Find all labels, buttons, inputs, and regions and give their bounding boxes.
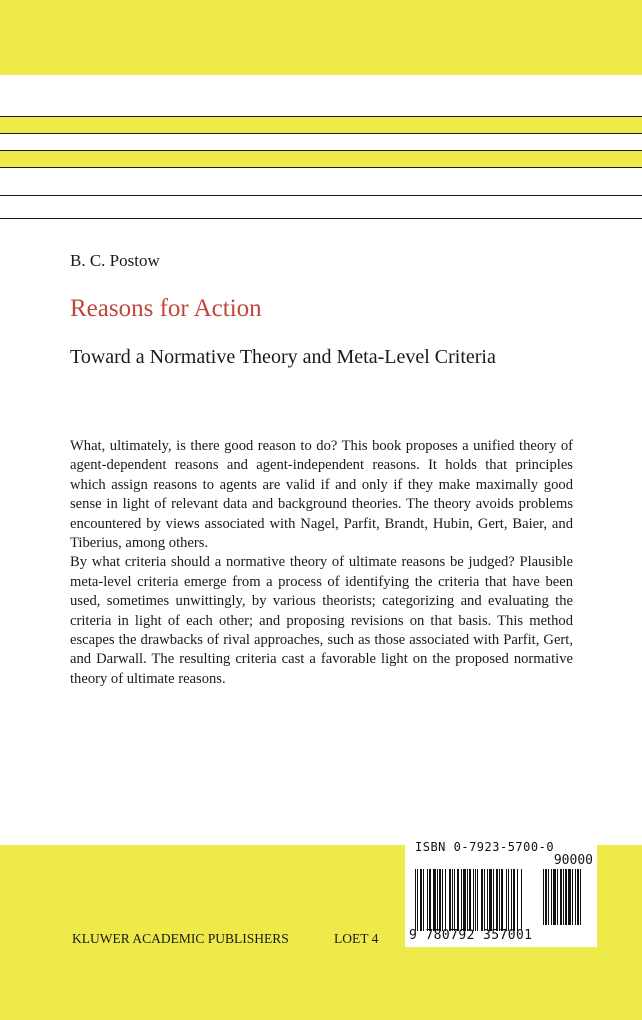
barcode-bar (423, 869, 424, 931)
barcode-bar (481, 869, 483, 931)
barcode-bar (557, 869, 558, 925)
rule-3 (0, 150, 642, 151)
barcode-bar (475, 869, 476, 931)
rule-5 (0, 195, 642, 196)
rule-6 (0, 218, 642, 219)
barcode-bar (461, 869, 462, 931)
barcode-bar (452, 869, 453, 931)
barcode-bar (545, 869, 547, 925)
barcode-bar (477, 869, 478, 931)
barcode-bar (467, 869, 468, 931)
barcode-bar (553, 869, 556, 925)
barcode-bar (454, 869, 455, 931)
ean-number: 9 780792 357001 (409, 928, 533, 943)
yellow-stripe-2 (0, 150, 642, 167)
barcode-bar (439, 869, 441, 931)
author-name: B. C. Postow (70, 251, 160, 270)
barcode-bar (508, 869, 509, 931)
top-yellow-band (0, 0, 642, 75)
barcode-bar (513, 869, 515, 931)
barcode-bar (420, 869, 422, 931)
yellow-stripe-1 (0, 116, 642, 133)
barcode-bar (473, 869, 474, 931)
barcode-bar (551, 869, 552, 925)
barcode-bar (487, 869, 488, 931)
book-title: Reasons for Action (70, 295, 262, 322)
barcode-bar (427, 869, 428, 931)
barcode-bar (521, 869, 522, 931)
barcode-bar (493, 869, 494, 931)
barcode-bar (572, 869, 573, 925)
isbn-text: ISBN 0-7923-5700-0 (415, 840, 555, 854)
barcode-addon-bars-icon (543, 869, 591, 925)
barcode-bar (575, 869, 576, 925)
barcode-bar (429, 869, 431, 931)
barcode-bar (501, 869, 503, 931)
barcode-bar (563, 869, 564, 925)
barcode-bar (499, 869, 500, 931)
rule-2 (0, 133, 642, 134)
barcode-bar (496, 869, 498, 931)
barcode-bar (417, 869, 418, 931)
book-subtitle: Toward a Normative Theory and Meta-Level Criteria (70, 346, 496, 368)
barcode (405, 836, 597, 947)
rule-4 (0, 167, 642, 168)
barcode-bar (489, 869, 492, 931)
barcode-bar (511, 869, 512, 931)
barcode-bar (437, 869, 438, 931)
publisher-name: KLUWER ACADEMIC PUBLISHERS (72, 931, 289, 946)
barcode-bar (543, 869, 544, 925)
barcode-bar (415, 869, 416, 931)
book-description (70, 437, 573, 689)
description-paragraph-2: By what criteria should a normative theory of ultimate reasons be judged? Plausible meta-level criteria emerge from a process of identifying the criteria that have been used, sometimes unwittingly, by various theorists; categorizing and evaluating the criteria in light of each other; and proposing revisions on that basis. This method escapes the drawbacks of rival approaches, such as those associated with Parfit, Gert, and Darwall. The resulting criteria cast a favorable light on the proposed normative theory of ultimate reasons. (70, 554, 573, 687)
description-paragraph-1: What, ultimately, is there good reason to do? This book proposes a unified theory of agent-dependent reasons and agent-independent reasons. It holds that principles which assign reasons to agents are valid if and only if they make maximally good sense in light of relevant data and background theories. The theory avoids problems encountered by views associated with Nagel, Parfit, Brandt, Hubin, Gert, Baier, and Tiberius, among others. (70, 438, 573, 552)
barcode-bar (442, 869, 443, 931)
barcode-bar (469, 869, 471, 931)
barcode-bar (577, 869, 579, 925)
barcode-bar (445, 869, 446, 931)
price-code: 90000 (553, 853, 593, 868)
barcode-bar (568, 869, 571, 925)
barcode-bar (433, 869, 436, 931)
barcode-bar (484, 869, 485, 931)
barcode-bar (506, 869, 507, 931)
barcode-bar (463, 869, 466, 931)
barcode-bar (580, 869, 581, 925)
rule-1 (0, 116, 642, 117)
barcode-bar (560, 869, 562, 925)
barcode-bar (565, 869, 567, 925)
barcode-bar (517, 869, 518, 931)
series-label: LOET 4 (334, 931, 379, 946)
barcode-bars-icon (415, 869, 539, 931)
barcode-bar (548, 869, 549, 925)
barcode-bar (457, 869, 459, 931)
barcode-bar (449, 869, 451, 931)
